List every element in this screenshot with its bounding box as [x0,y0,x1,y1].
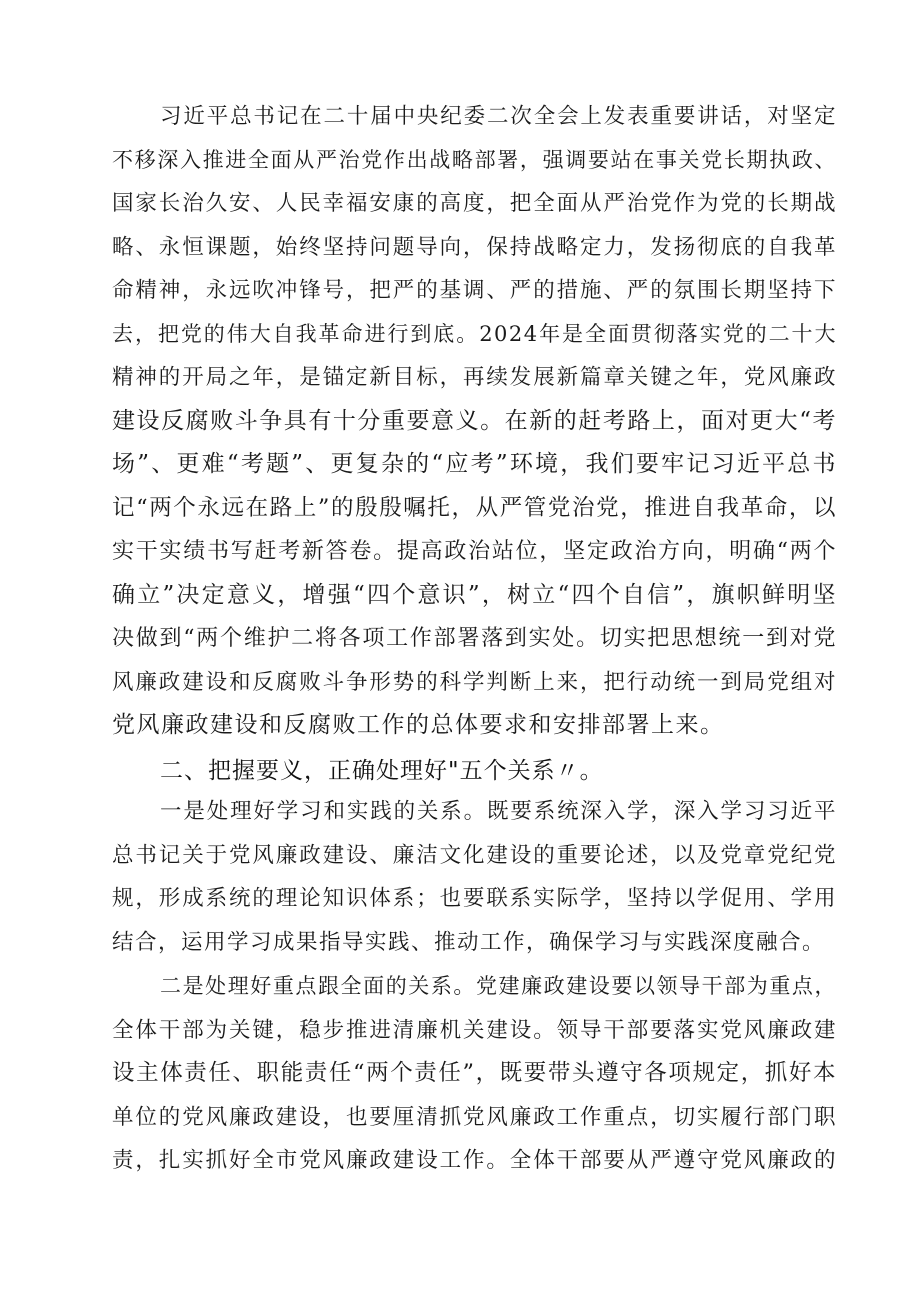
paragraph-intro [112,95,837,748]
text-line: 一是处理好学习和实践的关系。既要系统深入学，深入学习习近平 [160,799,837,824]
text-line: 设主体责任、职能责任“两个责任”，既要带头遵守各项规定，抓好本 [112,1060,837,1086]
text-line: 风廉政建设和反腐败斗争形势的科学判断上来，把行动统一到局党组对 [112,669,837,695]
text-line: 命精神，永远吹冲锋号，把严的基调、严的措施、严的氛围长期坚持下 [112,278,837,303]
text-line: 不移深入推进全面从严治党作出战略部署，强调要站在事关党长期执政、 [112,147,837,172]
text-line: 实干实绩书写赶考新答卷。提高政治站位，坚定政治方向，明确“两个 [112,539,837,564]
text-line: 确立”决定意义，增强“四个意识”，树立“四个自信”，旗帜鲜明坚 [112,581,837,608]
text-line: 规，形成系统的理论知识体系；也要联系实际学，坚持以学促用、学用 [112,886,837,911]
text-line: 去，把党的伟大自我革命进行到底。2024年是全面贯彻落实党的二十大 [112,321,837,346]
text-line: 党风廉政建设和反腐败工作的总体要求和安排部署上来。 [112,712,725,738]
text-line: 国家长治久安、人民幸福安康的高度，把全面从严治党作为党的长期战 [112,191,837,216]
text-line: 略、永恒课题，始终坚持问题导向，保持战略定力，发扬彻底的自我革 [112,234,837,260]
section-heading: 二、把握要义，正确处理好"五个关系〃。 [160,758,604,784]
text-line: 精神的开局之年，是锚定新目标，再续发展新篇章关键之年，党风廉政 [112,365,837,390]
text-line: 记“两个永远在路上”的殷殷嘱托，从严管党治党，推进自我革命，以 [112,494,837,521]
text-line: 结合，运用学习成果指导实践、推动工作，确保学习与实践深度融合。 [112,929,826,955]
text-line: 责，扎实抓好全市党风廉政建设工作。全体干部要从严遵守党风廉政的 [112,1148,837,1173]
text-line: 总书记关于党风廉政建设、廉洁文化建设的重要论述，以及党章党纪党 [112,842,837,868]
paragraph-study-practice [112,790,837,964]
text-line: 全体干部为关键，稳步推进清廉机关建设。领导干部要落实党风廉政建 [112,1017,837,1043]
paragraph-focus-overall [112,965,837,1183]
text-line: 场”、更难“考题”、更复杂的“应考”环境，我们要牢记习近平总书 [112,451,837,477]
text-line: 决做到“两个维护二将各项工作部署落到实处。切实把思想统一到对党 [112,626,837,651]
text-line: 二是处理好重点跟全面的关系。党建廉政建设要以领导干部为重点， [160,974,837,998]
text-line: 单位的党风廉政建设，也要厘清抓党风廉政工作重点，切实履行部门职 [112,1104,837,1130]
text-line: 习近平总书记在二十届中央纪委二次全会上发表重要讲话，对坚定 [160,104,837,129]
text-line: 建设反腐败斗争具有十分重要意义。在新的赶考路上，面对更大“考 [112,407,837,434]
